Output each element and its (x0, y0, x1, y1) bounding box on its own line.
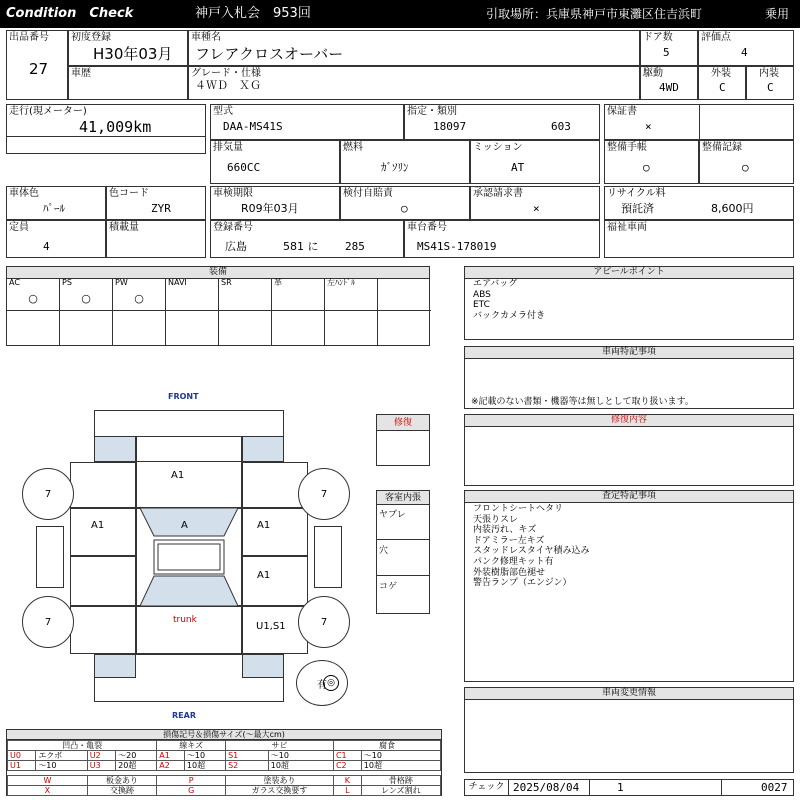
check-date: 2025/08/04 (513, 781, 580, 794)
legend-code: L (333, 786, 361, 796)
equipment-label: PS (62, 278, 72, 287)
records: ○ (742, 161, 749, 174)
plate-area: 広島 (225, 240, 247, 253)
mileage-label: 走行(現メーター) (9, 106, 87, 117)
equipment-column (378, 278, 431, 345)
plate-label: 登録番号 (213, 222, 253, 233)
category-label: 乗用 (765, 7, 790, 21)
left-fender (70, 462, 136, 508)
repair-mark-box (376, 414, 430, 466)
category-number: 603 (551, 120, 571, 133)
check-code: 0027 (761, 781, 788, 794)
legend-code: U2 (87, 751, 115, 761)
legend-group: 凹凸・亀裂 (8, 741, 157, 751)
legend-desc: 板金あり (87, 776, 156, 786)
legend-desc: レンズ割れ (361, 786, 440, 796)
fuel-label: 燃料 (343, 142, 363, 153)
left-rear-door (70, 556, 136, 606)
left-mirror (36, 526, 64, 588)
appeal-title: アピールポイント (465, 267, 793, 279)
appeal-lines (473, 279, 545, 321)
doors-label: ドア数 (643, 32, 673, 43)
manual-label: 整備手帳 (607, 142, 647, 153)
appeal-line: ABS (473, 289, 491, 300)
right-rear-door (242, 556, 308, 606)
tire-depth: 7 (44, 616, 52, 628)
inspector-line: 天張りスレ (473, 514, 519, 525)
damage-right-quarter: U1,S1 (256, 621, 286, 632)
changes-title: 車両変更情報 (465, 688, 793, 700)
designation-label: 指定・類別 (407, 106, 457, 117)
appeal-line: ETC (473, 300, 490, 310)
cabin-burn: コゲ (379, 582, 398, 592)
spare-tire (296, 660, 348, 706)
color-label: 車体色 (9, 188, 39, 199)
legend-desc: 〜10 (36, 761, 87, 771)
inspector-line: 外装樹脂部色褪せ (473, 567, 546, 578)
right-front-door (242, 508, 308, 556)
rear-label: REAR (172, 711, 196, 720)
lot-number: 27 (29, 60, 49, 78)
inspector-title: 査定特記事項 (465, 491, 793, 503)
damage-roof: A (181, 520, 188, 531)
recycle-label: リサイクル料 (607, 188, 666, 199)
inspector-panel (464, 490, 794, 682)
drive: 4WD (659, 81, 679, 94)
legend-desc: 〜10 (184, 751, 225, 761)
model-box (210, 104, 404, 140)
name-label: 車種名 (191, 32, 221, 43)
equipment-column (7, 278, 60, 345)
trunk-panel (136, 606, 242, 654)
equipment-label: SR (221, 278, 232, 287)
inspector-line: 警告ランプ（エンジン） (473, 578, 572, 589)
first-reg-label: 初度登録 (71, 32, 111, 43)
approval: × (533, 202, 540, 215)
history-box (68, 66, 188, 100)
windshield-shape (136, 508, 242, 606)
drive-label: 駆動 (643, 68, 663, 79)
changes-panel (464, 687, 794, 773)
welfare-box (604, 220, 794, 258)
name-box (188, 30, 640, 66)
left-quarter (70, 606, 136, 654)
legend-code: C1 (333, 751, 361, 761)
vehicle-name: フレアクロスオーバー (195, 45, 344, 63)
mileage-box (6, 104, 206, 154)
equipment-column (166, 278, 219, 345)
mission-label: ミッション (473, 142, 523, 153)
equipment-column (272, 278, 325, 345)
cabin-box (376, 490, 430, 614)
damage-right-front-door: A1 (257, 520, 271, 531)
interior-label: 内装 (759, 68, 779, 79)
sheet-title: Condition Check (6, 6, 134, 21)
spare-status: 有 (317, 679, 327, 691)
appeal-panel (464, 266, 794, 340)
first-reg-box (68, 30, 188, 66)
legend-code: S1 (226, 751, 269, 761)
score-label: 評価点 (701, 32, 731, 43)
equipment-column (113, 278, 166, 345)
interior-box (746, 66, 794, 100)
manual-box (604, 140, 699, 184)
inspection-box (210, 186, 340, 220)
body-color: ﾊﾟｰﾙ (43, 202, 65, 215)
displacement: 660CC (227, 161, 261, 174)
cabin-hole: 穴 (379, 546, 389, 556)
tire-depth: 7 (44, 488, 52, 500)
rear-right-corner (242, 654, 284, 678)
rear-left-corner (94, 654, 136, 678)
exterior-box (698, 66, 746, 100)
equipment-column (219, 278, 272, 345)
equipment-value: ○ (81, 292, 91, 305)
equipment-columns (7, 278, 429, 345)
legend-desc: 交換跡 (87, 786, 156, 796)
plate-number: 285 (345, 240, 365, 253)
exterior-grade: C (719, 81, 726, 94)
legend-code: A1 (157, 751, 185, 761)
damage-legend (6, 729, 442, 796)
inspector-line: パンク修理キット有 (473, 556, 554, 567)
chassis-number: MS41S-178019 (417, 240, 497, 253)
legend-desc: 〜10 (361, 751, 440, 761)
inspector-lines (473, 504, 590, 589)
legend-code: A2 (157, 761, 185, 771)
legend-desc: 〜20 (116, 751, 157, 761)
damage-right-rear-door: A1 (257, 570, 271, 581)
mileage: 41,009km (79, 118, 152, 136)
check-num: 1 (617, 781, 624, 794)
recycle-box (604, 186, 794, 220)
chassis-box (404, 220, 600, 258)
equipment-label: 左ﾊﾝﾄﾞﾙ (327, 278, 355, 287)
equipment-table (6, 266, 430, 346)
score-box (698, 30, 794, 66)
front-left-corner (94, 436, 136, 462)
recycle-fee: 8,600円 (711, 202, 754, 215)
legend-desc: 骨格跡 (361, 776, 440, 786)
score: 4 (741, 46, 748, 59)
legend-desc: 〜10 (268, 751, 333, 761)
mission-box (470, 140, 600, 184)
damage-left-front-door: A1 (91, 520, 105, 531)
repair-title: 修復内容 (465, 415, 793, 427)
approval-box (470, 186, 600, 220)
legend-desc: 10超 (268, 761, 333, 771)
inspector-line: スタッドレスタイヤ積み込み (473, 546, 590, 557)
insurance-box (340, 186, 470, 220)
equipment-value: ○ (134, 292, 144, 305)
first-reg: H30年03月 (93, 45, 173, 63)
tire-front-left (22, 468, 74, 520)
fuel: ｶﾞｿﾘﾝ (381, 161, 409, 174)
equipment-column (325, 278, 378, 345)
lot-number-label: 出品番号 (9, 32, 49, 43)
divider (721, 780, 722, 795)
front-right-corner (242, 436, 284, 462)
tire-rear-left (22, 596, 74, 648)
legend-code: G (157, 786, 226, 796)
equipment-value: ○ (28, 292, 38, 305)
approval-label: 承認請求書 (473, 188, 523, 199)
insurance-label: 検付自賠責 (343, 188, 393, 199)
legend-code: U1 (8, 761, 36, 771)
divider (7, 136, 205, 137)
divider (589, 780, 590, 795)
designation: 18097 (433, 120, 467, 133)
warranty-box (604, 104, 794, 140)
plate-class: 581 に (283, 240, 319, 253)
appeal-line: エアバッグ (473, 279, 518, 289)
pickup-location: 引取場所：兵庫県神戸市東灘区住吉浜町 (486, 7, 703, 21)
load-box (106, 220, 206, 258)
legend-desc: エクボ (36, 751, 87, 761)
equipment-label: NAVI (168, 278, 187, 287)
drive-box (640, 66, 698, 100)
model: DAA-MS41S (223, 120, 283, 133)
divider (377, 575, 429, 576)
inspection-expiry: R09年03月 (241, 202, 299, 215)
legend-group: 線キズ (157, 741, 226, 751)
history-label: 車歴 (71, 68, 91, 79)
auction-name: 神戸入札会 953回 (195, 6, 311, 21)
legend-desc: 20超 (116, 761, 157, 771)
records-label: 整備記録 (702, 142, 742, 153)
model-label: 型式 (213, 106, 233, 117)
warranty: × (645, 120, 652, 133)
trunk-label: trunk (173, 615, 197, 625)
hood-panel (136, 436, 242, 508)
exterior-label: 外装 (711, 68, 731, 79)
check-label: チェック (465, 780, 509, 795)
equipment-label: AC (9, 278, 20, 287)
warranty-label: 保証書 (607, 106, 637, 117)
appeal-line: バックカメラ付き (473, 310, 546, 321)
legend-desc: ガラス交換要す (226, 786, 334, 796)
tire-depth: 7 (320, 488, 328, 500)
insurance: ○ (401, 202, 408, 215)
capacity-box (6, 220, 106, 258)
designation-box (404, 104, 600, 140)
inspector-line: ドアミラー左キズ (473, 535, 545, 546)
legend-desc: 10超 (361, 761, 440, 771)
tire-depth: 7 (320, 616, 328, 628)
legend-code: C2 (333, 761, 361, 771)
legend-code: K (333, 776, 361, 786)
plate-box (210, 220, 404, 258)
cabin-title: 客室内張 (377, 491, 429, 505)
manual: ○ (643, 161, 650, 174)
legend-code: X (8, 786, 88, 796)
header-bar (0, 0, 800, 28)
equipment-label: 革 (274, 278, 282, 287)
color-box (6, 186, 106, 220)
grade: ４ＷＤ ＸＧ (195, 79, 261, 92)
front-label: FRONT (168, 392, 199, 401)
capacity: 4 (43, 240, 50, 253)
legend-code: S2 (226, 761, 269, 771)
legend-code: U3 (87, 761, 115, 771)
capacity-label: 定員 (9, 222, 29, 233)
equipment-title: 装備 (7, 267, 429, 279)
color-code-label: 色コード (109, 188, 149, 199)
legend-code: P (157, 776, 226, 786)
check-footer (464, 779, 794, 796)
tire-front-right (298, 468, 350, 520)
divider (377, 539, 429, 540)
left-front-door (70, 508, 136, 556)
damage-hood: A1 (171, 470, 185, 481)
color-code-box (106, 186, 206, 220)
legend-table (7, 740, 441, 796)
equipment-column (60, 278, 113, 345)
fuel-box (340, 140, 470, 184)
special-note: ※記載のない書類・機器等は無しとして取り扱います。 (471, 397, 694, 407)
tire-rear-right (298, 596, 350, 648)
mission: AT (511, 161, 525, 174)
doors-box (640, 30, 698, 66)
legend-group: サビ (226, 741, 334, 751)
special-panel (464, 346, 794, 409)
load-label: 積載量 (109, 222, 139, 233)
interior-grade: C (767, 81, 774, 94)
color-code: ZYR (151, 202, 171, 215)
inspector-line: フロントシートヘタリ (473, 504, 564, 514)
legend-desc: 塗装あり (226, 776, 334, 786)
divider (699, 105, 700, 139)
right-mirror (314, 526, 342, 588)
lot-number-box (6, 30, 68, 100)
records-box (699, 140, 794, 184)
legend-title: 損傷記号＆損傷サイズ(〜最大cm) (7, 730, 441, 740)
inspector-line: 内装汚れ、キズ (473, 525, 537, 536)
legend-code: U0 (8, 751, 36, 761)
chassis-label: 車台番号 (407, 222, 447, 233)
special-title: 車両特記事項 (465, 347, 793, 359)
legend-group: 腐食 (333, 741, 440, 751)
displacement-box (210, 140, 340, 184)
grade-label: グレード・仕様 (191, 68, 261, 79)
legend-desc: 10超 (184, 761, 225, 771)
doors: 5 (663, 46, 670, 59)
legend-code: W (8, 776, 88, 786)
inspection-label: 車検期限 (213, 188, 253, 199)
displacement-label: 排気量 (213, 142, 243, 153)
cabin-tear: ヤブレ (379, 510, 406, 520)
recycle-status: 預託済 (621, 202, 654, 215)
repair-panel (464, 414, 794, 486)
spare-tire-icon: ◎ (323, 675, 339, 691)
equipment-label: PW (115, 278, 128, 287)
welfare-label: 福祉車両 (607, 222, 647, 233)
repair-mark-title: 修復 (377, 415, 429, 431)
grade-box (188, 66, 640, 100)
